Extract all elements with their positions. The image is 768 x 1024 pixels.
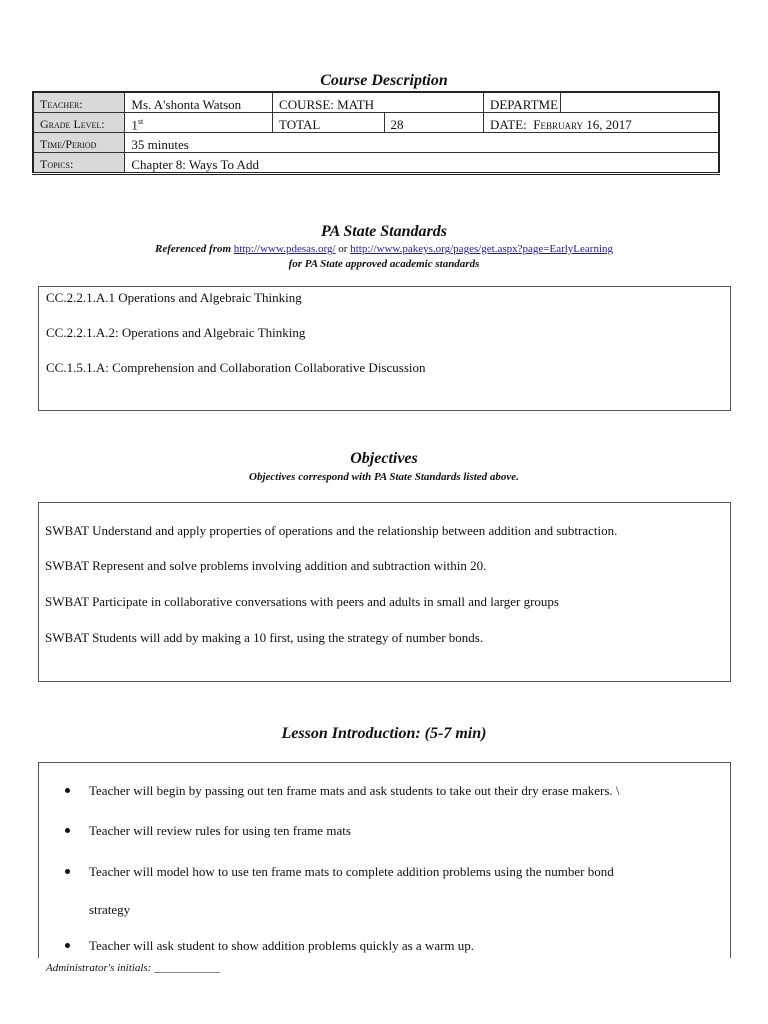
admin-initials-blank[interactable]: ____________ [154,962,221,974]
standard-item: CC.2.2.1.A.2: Operations and Algebraic Thinking [46,325,306,340]
bullet-icon [65,943,70,948]
or-text: or [338,243,348,255]
standard-item: CC.1.5.1.A: Comprehension and Collaboration Collaborative Discussion [46,360,426,375]
bullet-icon [65,869,70,874]
approved-note: for PA State approved academic standards [288,258,480,270]
time-label: Time/Period [33,133,125,153]
table-row [33,113,719,133]
pdesas-link[interactable]: http://www.pdesas.org/ [233,243,336,255]
bullet-icon [65,828,70,833]
date-value: February 16, 2017 [533,117,632,132]
date-cell [483,113,719,133]
admin-initials-label: Administrator's initials: [46,962,152,974]
standards-box [38,286,731,411]
date-label: DATE: [489,117,527,132]
standard-item: CC.2.2.1.A.1 Operations and Algebraic Thinking [46,290,302,305]
objectives-title: Objectives [350,450,418,467]
course-label: COURSE: MATH [273,92,484,113]
topics-value: Chapter 8: Ways To Add [125,153,719,174]
objectives-box [38,502,731,682]
referenced-prefix: Referenced from [154,243,232,255]
table-row [33,92,719,113]
table-row [33,133,719,153]
total-value: 28 [384,113,483,133]
grade-label: Grade Level: [33,113,125,133]
department-value [561,92,719,113]
table-row [33,153,719,174]
objective-item: SWBAT Understand and apply properties of operations and the relationship between addition and subtraction. [45,523,618,538]
lesson-intro-title: Lesson Introduction: (5-7 min) [281,725,487,742]
grade-value: 1st [125,113,273,133]
standards-title: PA State Standards [321,223,447,240]
course-info-table [32,91,720,175]
department-label: DEPARTME [483,92,560,113]
objective-item: SWBAT Participate in collaborative conversations with peers and adults in small and larger groups [45,594,559,609]
admin-initials [46,962,220,974]
objectives-note: Objectives correspond with PA State Standards listed above. [249,471,519,483]
time-value: 35 minutes [125,133,719,153]
course-description-title: Course Description [320,72,448,89]
teacher-label: Teacher: [33,92,125,113]
bullet-icon [65,788,70,793]
standards-reference [0,243,768,255]
pakeys-link[interactable]: http://www.pakeys.org/pages/get.aspx?page=EarlyLearning [350,243,614,255]
objective-item: SWBAT Students will add by making a 10 first, using the strategy of number bonds. [45,630,484,645]
teacher-value: Ms. A'shonta Watson [125,92,273,113]
objective-item: SWBAT Represent and solve problems involving addition and subtraction within 20. [45,558,487,573]
topics-label: Topics: [33,153,125,174]
total-label: TOTAL [273,113,384,133]
lesson-intro-box: Teacher will begin by passing out ten frame mats and ask students to take out their dry erase makers. \ Teacher will review rules for using ten frame mats Teacher will model how to use ten frame mats to complete addition problems using the number bond strategy Teacher will ask student to show addition problems quickly as a warm up. [38,762,731,958]
